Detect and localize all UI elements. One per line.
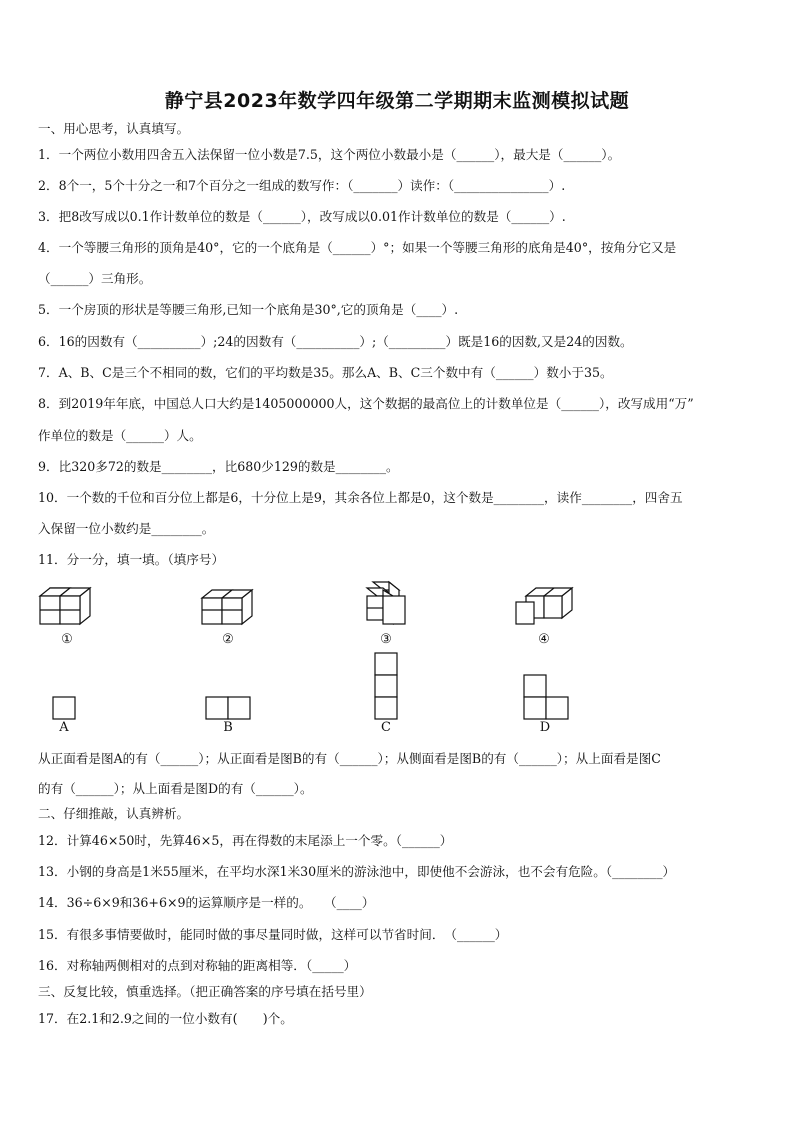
question-9: 9．比320多72的数是________，比680少129的数是________。	[38, 459, 399, 474]
solid-label-2: ②	[222, 632, 234, 647]
question-12: 12．计算46×50时，先算46×5，再在得数的末尾添上一个零。（______）	[38, 833, 453, 848]
solid-label-3: ③	[380, 632, 392, 647]
question-1: 1．一个两位小数用四舍五入法保留一位小数是7.5，这个两位小数最小是（______），最大是（______）。	[38, 147, 621, 162]
section-2-heading: 二、仔细推敲，认真辨析。	[38, 806, 190, 821]
view-figure-a	[52, 696, 76, 720]
question-17: 17．在2.1和2.9之间的一位小数有( )个。	[38, 1011, 293, 1026]
question-11-answers: 从正面看是图A的有（______）；从正面看是图B的有（______）；从侧面看是图B的有（______）；从上面看是图C	[38, 751, 661, 766]
question-4-cont: （______）三角形。	[38, 271, 152, 286]
question-15: 15．有很多事情要做时，能同时做的事尽量同时做，这样可以节省时间． （______）	[38, 927, 508, 942]
question-8-cont: 作单位的数是（______）人。	[38, 428, 202, 443]
question-10: 10．一个数的千位和百分位上都是6，十分位上是9，其余各位上都是0，这个数是________，读作________，四舍五	[38, 490, 683, 505]
view-label-d: D	[539, 720, 551, 735]
view-figure-b	[205, 696, 251, 720]
section-3-heading: 三、反复比较，慎重选择。（把正确答案的序号填在括号里）	[38, 984, 372, 999]
question-16: 16．对称轴两侧相对的点到对称轴的距离相等．（_____）	[38, 958, 357, 973]
section-1-heading: 一、用心思考，认真填写。	[38, 121, 190, 136]
view-label-c: C	[381, 720, 391, 735]
solid-figure-1	[38, 586, 98, 628]
view-figure-c	[374, 652, 398, 720]
question-5: 5．一个房顶的形状是等腰三角形,已知一个底角是30°,它的顶角是（____）.	[38, 302, 459, 317]
question-13: 13．小钢的身高是1米55厘米，在平均水深1米30厘米的游泳池中，即使他不会游泳，也不会有危险。（________）	[38, 864, 676, 879]
solid-label-1: ①	[61, 632, 73, 647]
solid-figure-4	[514, 586, 576, 628]
solid-figure-3	[363, 580, 413, 628]
view-label-a: A	[59, 720, 69, 735]
question-11-answers-cont: 的有（______）；从上面看是图D的有（______）。	[38, 781, 313, 796]
solid-figure-2	[200, 588, 260, 628]
question-8: 8．到2019年年底，中国总人口大约是1405000000人，这个数据的最高位上的计数单位是（______），改写成用“万”	[38, 396, 694, 411]
view-figure-d	[523, 674, 569, 720]
question-3: 3．把8改写成以0.1作计数单位的数是（______），改写成以0.01作计数单位的数是（______）.	[38, 209, 566, 224]
question-11: 11．分一分，填一填。（填序号）	[38, 552, 225, 567]
question-4: 4．一个等腰三角形的顶角是40°，它的一个底角是（______）°；如果一个等腰三角形的底角是40°，按角分它又是	[38, 240, 677, 255]
question-7: 7．A、B、C是三个不相同的数，它们的平均数是35。那么A、B、C三个数中有（______）数小于35。	[38, 365, 613, 380]
page-title: 静宁县2023年数学四年级第二学期期末监测模拟试题	[164, 90, 630, 112]
question-10-cont: 入保留一位小数约是________。	[38, 521, 215, 536]
solid-label-4: ④	[538, 632, 550, 647]
question-14: 14．36÷6×9和36+6×9的运算顺序是一样的。 （____）	[38, 895, 375, 910]
question-6: 6．16的因数有（__________）;24的因数有（__________）;（_________）既是16的因数,又是24的因数。	[38, 334, 633, 349]
question-2: 2．8个一，5个十分之一和7个百分之一组成的数写作：（_______）读作：（_______________）.	[38, 178, 566, 193]
view-label-b: B	[223, 720, 233, 735]
